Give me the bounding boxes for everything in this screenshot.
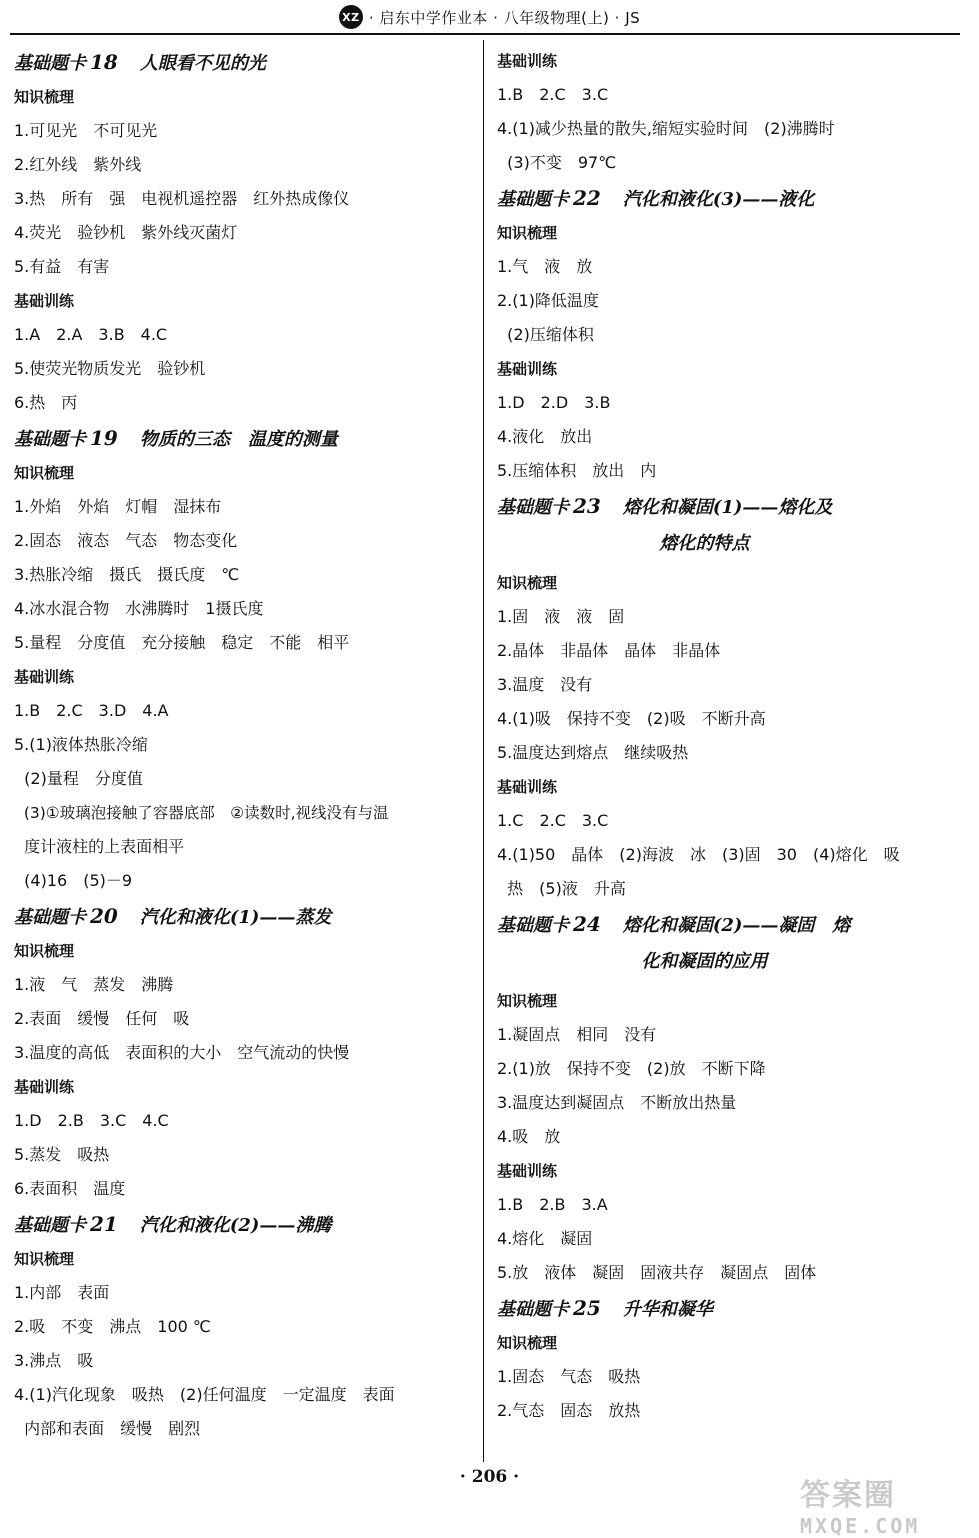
answer-line: 3.温度 没有 [497, 675, 593, 694]
answer-line: 1.C 2.C 3.C [497, 811, 609, 830]
card-number: 19 [90, 426, 118, 450]
answer-line: 1.B 2.B 3.A [497, 1195, 608, 1214]
publisher-logo: XZ [339, 5, 363, 29]
answer-line: 5.蒸发 吸热 [14, 1145, 110, 1164]
answer-line: 热 (5)液 升高 [497, 879, 626, 898]
answer-line: 5.量程 分度值 充分接触 稳定 不能 相平 [14, 633, 350, 652]
card-number: 18 [90, 50, 118, 74]
answer-line: 2.吸 不变 沸点 100 ℃ [14, 1317, 211, 1336]
answer-line: (3)不变 97℃ [497, 153, 617, 172]
answer-line: 1.B 2.C 3.C [497, 85, 609, 104]
card-topic: 汽化和液化(3)——液化 [622, 189, 815, 210]
card-topic-continued: 化和凝固的应用 [641, 951, 768, 972]
answer-line: 2.(1)放 保持不变 (2)放 不断下降 [497, 1059, 766, 1078]
page-number: · 206 · [459, 1467, 520, 1487]
answer-line: 2.表面 缓慢 任何 吸 [14, 1009, 190, 1028]
section-heading: 基础训练 [497, 1162, 558, 1180]
card-number: 21 [90, 1212, 118, 1236]
section-heading: 基础训练 [14, 668, 75, 686]
card-number: 25 [573, 1296, 601, 1320]
card-title [497, 180, 952, 216]
watermark-url: MXQE.COM [800, 1514, 921, 1538]
card-number: 22 [573, 186, 601, 210]
section-heading: 知识梳理 [497, 224, 558, 242]
answer-line: 2.固态 液态 气态 物态变化 [14, 531, 238, 550]
answer-line: 6.表面积 温度 [14, 1179, 126, 1198]
answer-line: 1.B 2.C 3.D 4.A [14, 701, 169, 720]
card-label: 基础题卡 [14, 907, 86, 928]
section-heading: 知识梳理 [14, 88, 75, 106]
right-column [497, 44, 952, 1428]
answer-line: 1.凝固点 相同 没有 [497, 1025, 657, 1044]
card-title [14, 1206, 469, 1242]
answer-line: 内部和表面 缓慢 剧烈 [14, 1419, 201, 1438]
card-topic: 汽化和液化(1)——蒸发 [139, 907, 332, 928]
card-title [14, 44, 469, 80]
card-title [497, 906, 952, 984]
card-label: 基础题卡 [14, 1215, 86, 1236]
section-heading: 基础训练 [14, 1078, 75, 1096]
header-title: · 启东中学作业本 · 八年级物理(上) · JS [368, 8, 641, 27]
answer-line: 4.荧光 验钞机 紫外线灭菌灯 [14, 223, 238, 242]
answer-line: 5.温度达到熔点 继续吸热 [497, 743, 689, 762]
card-topic: 熔化和凝固(1)——熔化及 [622, 497, 833, 518]
answer-line: (2)量程 分度值 [14, 769, 143, 788]
answer-line: 3.沸点 吸 [14, 1351, 94, 1370]
card-topic: 汽化和液化(2)——沸腾 [139, 1215, 332, 1236]
answer-line: (3)①玻璃泡接触了容器底部 ②读数时,视线没有与温 [14, 804, 389, 822]
answer-line: 4.吸 放 [497, 1127, 561, 1146]
card-topic: 升华和凝华 [622, 1299, 713, 1320]
answer-line: 1.D 2.B 3.C 4.C [14, 1111, 169, 1130]
answer-line: (4)16 (5)－9 [14, 871, 133, 890]
answer-line: 2.气态 固态 放热 [497, 1401, 641, 1420]
card-title [14, 898, 469, 934]
answer-line: 3.热胀冷缩 摄氏 摄氏度 ℃ [14, 565, 240, 584]
answer-line: 5.(1)液体热胀冷缩 [14, 735, 148, 754]
answer-line: 4.(1)减少热量的散失,缩短实验时间 (2)沸腾时 [497, 119, 835, 138]
section-heading: 知识梳理 [497, 574, 558, 592]
section-heading: 基础训练 [497, 360, 558, 378]
card-title [497, 1290, 952, 1326]
answer-line: 2.(1)降低温度 [497, 291, 599, 310]
card-label: 基础题卡 [14, 53, 86, 74]
answer-line: 2.晶体 非晶体 晶体 非晶体 [497, 641, 721, 660]
answer-line: 4.冰水混合物 水沸腾时 1摄氏度 [14, 599, 264, 618]
answer-line: 3.热 所有 强 电视机遥控器 红外热成像仪 [14, 189, 350, 208]
watermark [800, 1470, 970, 1538]
card-title [497, 488, 952, 566]
card-number: 20 [90, 904, 118, 928]
answer-line: 1.内部 表面 [14, 1283, 110, 1302]
header-rule [10, 33, 960, 35]
answer-line: 1.外焰 外焰 灯帽 湿抹布 [14, 497, 222, 516]
watermark-text: 答案圈 [800, 1478, 896, 1513]
section-heading: 基础训练 [14, 292, 75, 310]
answer-line: (2)压缩体积 [497, 325, 594, 344]
answer-line: 1.可见光 不可见光 [14, 121, 158, 140]
card-topic: 熔化和凝固(2)——凝固 熔 [622, 915, 851, 936]
answer-line: 1.液 气 蒸发 沸腾 [14, 975, 174, 994]
card-label: 基础题卡 [497, 915, 569, 936]
answer-line: 1.固态 气态 吸热 [497, 1367, 641, 1386]
answer-line: 4.液化 放出 [497, 427, 593, 446]
answer-line: 4.熔化 凝固 [497, 1229, 593, 1248]
answer-line: 3.温度达到凝固点 不断放出热量 [497, 1093, 737, 1112]
column-divider [483, 40, 484, 1462]
answer-line: 5.有益 有害 [14, 257, 110, 276]
answer-line: 1.A 2.A 3.B 4.C [14, 325, 168, 344]
answer-line: 1.固 液 液 固 [497, 607, 625, 626]
answer-line: 5.放 液体 凝固 固液共存 凝固点 固体 [497, 1263, 817, 1282]
section-heading: 基础训练 [497, 778, 558, 796]
answer-line: 度计液柱的上表面相平 [14, 837, 185, 856]
page-header [0, 0, 979, 34]
answer-line: 5.压缩体积 放出 内 [497, 461, 657, 480]
answer-line: 4.(1)50 晶体 (2)海波 冰 (3)固 30 (4)熔化 吸 [497, 845, 900, 864]
card-label: 基础题卡 [497, 497, 569, 518]
card-label: 基础题卡 [497, 189, 569, 210]
card-topic-continued: 熔化的特点 [659, 533, 750, 554]
card-label: 基础题卡 [497, 1299, 569, 1320]
card-number: 23 [573, 494, 601, 518]
card-number: 24 [573, 912, 601, 936]
section-heading: 知识梳理 [14, 942, 75, 960]
answer-line: 6.热 丙 [14, 393, 78, 412]
answer-line: 4.(1)汽化现象 吸热 (2)任何温度 一定温度 表面 [14, 1385, 395, 1404]
section-heading: 知识梳理 [14, 1250, 75, 1268]
section-heading: 知识梳理 [497, 992, 558, 1010]
card-topic: 人眼看不见的光 [139, 53, 266, 74]
answer-line: 1.D 2.D 3.B [497, 393, 611, 412]
card-label: 基础题卡 [14, 429, 86, 450]
card-topic: 物质的三态 温度的测量 [139, 429, 338, 450]
answer-line: 3.温度的高低 表面积的大小 空气流动的快慢 [14, 1043, 350, 1062]
answer-line: 4.(1)吸 保持不变 (2)吸 不断升高 [497, 709, 766, 728]
section-heading: 知识梳理 [14, 464, 75, 482]
card-title [14, 420, 469, 456]
answer-line: 2.红外线 紫外线 [14, 155, 142, 174]
answer-line: 5.使荧光物质发光 验钞机 [14, 359, 206, 378]
left-column [14, 44, 469, 1446]
section-heading: 基础训练 [497, 52, 558, 70]
answer-line: 1.气 液 放 [497, 257, 593, 276]
section-heading: 知识梳理 [497, 1334, 558, 1352]
